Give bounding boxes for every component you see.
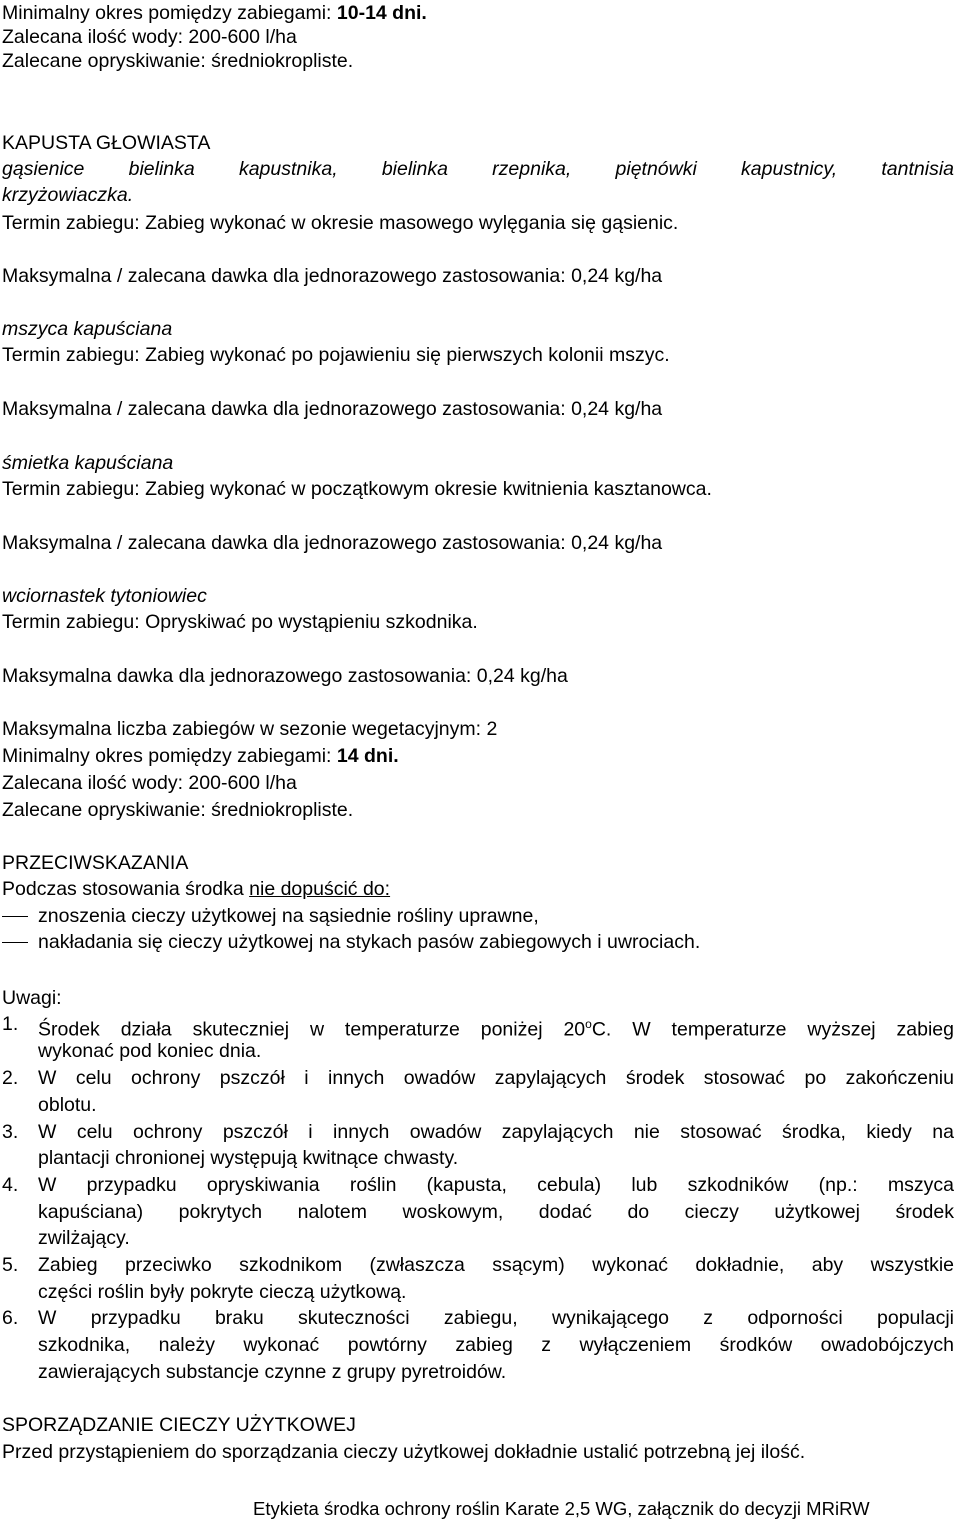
- kapusta-timing4: Termin zabiegu: Opryskiwać po wystąpieniu szkodnika.: [2, 611, 478, 633]
- kapusta-pest4: wciornastek tytoniowiec: [2, 585, 207, 607]
- kapusta-water: Zalecana ilość wody: 200-600 l/ha: [2, 772, 297, 794]
- kapusta-interval-line: [2, 743, 399, 769]
- kapusta-heading: KAPUSTA GŁOWIASTA: [2, 132, 211, 154]
- note-1-line2: wykonać pod koniec dnia.: [38, 1040, 262, 1062]
- note-2-line2: oblotu.: [38, 1094, 97, 1116]
- kapusta-interval-label: Minimalny okres pomiędzy zabiegami:: [2, 745, 337, 767]
- contraindications-intro-plain: Podczas stosowania środka: [2, 878, 250, 900]
- interval-value: 10-14 dni.: [336, 2, 427, 24]
- spraying-line-top: Zalecane opryskiwanie: średniokropliste.: [2, 50, 354, 72]
- contraindications-intro-underlined: nie dopuścić do:: [249, 878, 391, 900]
- kapusta-spraying: Zalecane opryskiwanie: średniokropliste.: [2, 799, 354, 821]
- note-3-line2: plantacji chronionej występują kwitnące chwasty.: [38, 1147, 459, 1169]
- note-5-line2: części roślin były pokryte cieczą użytkową.: [38, 1281, 407, 1303]
- note-4-line2: kapuściana) pokrytych nalotem woskowym, dodać do cieczy użytkowej środek: [38, 1201, 954, 1223]
- note-6-line1: W przypadku braku skuteczności zabiegu, wynikającego z odporności populacji: [38, 1307, 954, 1329]
- note-5-number: 5.: [2, 1254, 19, 1276]
- kapusta-interval-value: 14 dni.: [336, 745, 399, 767]
- note-5-line1: Zabieg przeciwko szkodnikom (zwłaszcza ssącym) wykonać dokładnie, aby wszystkie: [38, 1254, 954, 1276]
- page-footer: Etykieta środka ochrony roślin Karate 2,5 WG, załącznik do decyzji MRiRW: [253, 1498, 870, 1519]
- water-line-top: Zalecana ilość wody: 200-600 l/ha: [2, 26, 297, 48]
- note-6-line3: zawierających substancje czynne z grupy pyretroidów.: [38, 1361, 507, 1383]
- dash-bullet-1: [2, 916, 28, 917]
- kapusta-timing3: Termin zabiegu: Zabieg wykonać w początkowym okresie kwitnienia kasztanowca.: [2, 478, 712, 500]
- kapusta-dose4: Maksymalna dawka dla jednorazowego zastosowania: 0,24 kg/ha: [2, 665, 568, 687]
- contraindications-heading: PRZECIWSKAZANIA: [2, 852, 189, 874]
- note-4-number: 4.: [2, 1174, 19, 1196]
- contraindications-intro: [2, 876, 390, 902]
- kapusta-pests-line1: gąsienice bielinka kapustnika, bielinka rzepnika, piętnówki kapustnicy, tantnisia: [2, 158, 954, 180]
- kapusta-timing1: Termin zabiegu: Zabieg wykonać w okresie masowego wylęgania się gąsienic.: [2, 212, 679, 234]
- note-1-line1-b: C. W temperaturze wyższej zabieg: [591, 1018, 954, 1041]
- interval-label: Minimalny okres pomiędzy zabiegami:: [2, 2, 337, 24]
- dash-bullet-2: [2, 942, 28, 943]
- note-1-number: 1.: [2, 1013, 19, 1035]
- kapusta-pests-line2: krzyżowiaczka.: [2, 184, 134, 206]
- note-1-line1-a: Środek działa skuteczniej w temperaturze poniżej 20: [38, 1018, 586, 1041]
- kapusta-dose2: Maksymalna / zalecana dawka dla jednorazowego zastosowania: 0,24 kg/ha: [2, 398, 663, 420]
- kapusta-dose1: Maksymalna / zalecana dawka dla jednorazowego zastosowania: 0,24 kg/ha: [2, 265, 663, 287]
- contraindication-item-2: nakładania się cieczy użytkowej na stykach pasów zabiegowych i uwrociach.: [38, 931, 701, 953]
- kapusta-timing2: Termin zabiegu: Zabieg wykonać po pojawieniu się pierwszych kolonii mszyc.: [2, 344, 670, 366]
- interval-line-top: [2, 0, 427, 26]
- note-6-line2: szkodnika, należy wykonać powtórny zabieg z wyłączeniem środków owadobójczych: [38, 1334, 954, 1356]
- kapusta-pest3: śmietka kapuściana: [2, 452, 174, 474]
- note-2-line1: W celu ochrony pszczół i innych owadów zapylających środek stosować po zakończeniu: [38, 1067, 954, 1089]
- note-4-line1: W przypadku opryskiwania roślin (kapusta, cebula) lub szkodników (np.: mszyca: [38, 1174, 954, 1196]
- kapusta-max-treatments: Maksymalna liczba zabiegów w sezonie wegetacyjnym: 2: [2, 718, 498, 740]
- note-2-number: 2.: [2, 1067, 19, 1089]
- note-3-number: 3.: [2, 1121, 19, 1143]
- degree-superscript: o: [585, 1017, 592, 1031]
- note-6-number: 6.: [2, 1307, 19, 1329]
- preparation-heading: SPORZĄDZANIE CIECZY UŻYTKOWEJ: [2, 1414, 356, 1436]
- note-4-line3: zwilżający.: [38, 1227, 130, 1249]
- preparation-text: Przed przystąpieniem do sporządzania cieczy użytkowej dokładnie ustalić potrzebną jej ilość.: [2, 1441, 806, 1463]
- kapusta-dose3: Maksymalna / zalecana dawka dla jednorazowego zastosowania: 0,24 kg/ha: [2, 532, 663, 554]
- kapusta-pest2: mszyca kapuściana: [2, 318, 173, 340]
- notes-heading: Uwagi:: [2, 987, 62, 1009]
- note-3-line1: W celu ochrony pszczół i innych owadów zapylających nie stosować środka, kiedy na: [38, 1121, 954, 1143]
- contraindication-item-1: znoszenia cieczy użytkowej na sąsiednie rośliny uprawne,: [38, 905, 539, 927]
